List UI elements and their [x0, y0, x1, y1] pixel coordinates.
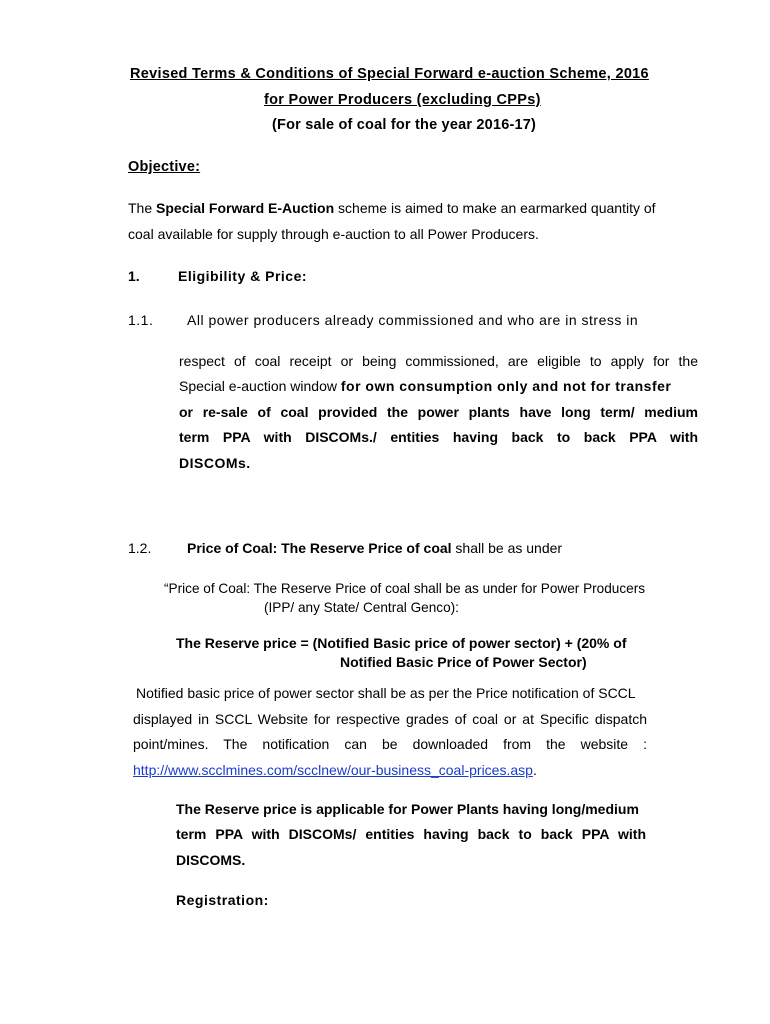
link-period: .	[532, 762, 537, 778]
section-1-1-line-1: All power producers already commissioned and who are in stress in	[187, 312, 639, 328]
price-para-line-1: Notified basic price of power sector shall be as per the Price notification of SCCL	[136, 685, 636, 701]
registration-heading: Registration:	[176, 892, 269, 908]
objective-rest: scheme is aimed to make an earmarked quantity of	[334, 200, 656, 216]
price-quote-line-1: “Price of Coal: The Reserve Price of coal shall be as under for Power Producers	[164, 581, 646, 596]
objective-heading: Objective:	[128, 159, 201, 175]
section-1-1-line-6: DISCOMs.	[179, 455, 251, 471]
section-1-1-line-2: respect of coal receipt or being commissioned, are eligible to apply for the	[179, 353, 698, 369]
formula-line-2: Notified Basic Price of Power Sector)	[340, 654, 587, 670]
section-1-2-rest: shall be as under	[451, 540, 563, 556]
section-1-1-line-3	[179, 378, 671, 394]
objective-line-2: coal available for supply through e-auction to all Power Producers.	[128, 226, 539, 242]
title-line-2: for Power Producers (excluding CPPs)	[264, 92, 541, 108]
title-line-3: (For sale of coal for the year 2016-17)	[272, 117, 537, 133]
price-para-line-2: displayed in SCCL Website for respective grades of coal or at Specific dispatch	[133, 711, 647, 727]
formula-line-1: The Reserve price = (Notified Basic price of power sector) + (20% of	[176, 635, 627, 651]
applicable-line-1: The Reserve price is applicable for Power Plants having long/medium	[176, 801, 639, 817]
section-1-heading: Eligibility & Price:	[178, 268, 308, 284]
objective-prefix: The	[128, 200, 157, 216]
section-1-2-heading	[187, 540, 562, 556]
section-1-number: 1.	[128, 268, 140, 284]
title-line-1: Revised Terms & Conditions of Special Forward e-auction Scheme, 2016	[130, 66, 649, 82]
objective-bold-term: Special Forward E-Auction	[156, 200, 335, 216]
price-para-line-3: point/mines. The notification can be downloaded from the website :	[133, 736, 647, 752]
sccl-price-link[interactable]: http://www.scclmines.com/scclnew/our-business_coal-prices.asp	[133, 762, 533, 778]
section-1-1-line-4: or re-sale of coal provided the power plants have long term/ medium	[179, 404, 698, 420]
price-quote-line-2: (IPP/ any State/ Central Genco):	[264, 600, 459, 615]
section-1-2-number: 1.2.	[128, 540, 152, 556]
objective-line-1	[128, 200, 656, 216]
section-1-2-bold: Price of Coal: The Reserve Price of coal	[187, 540, 452, 556]
section-1-1-line-3-bold: for own consumption only and not for transfer	[340, 378, 672, 394]
section-1-1-number: 1.1.	[128, 312, 154, 328]
price-link-line	[133, 762, 537, 778]
applicable-line-2: term PPA with DISCOMs/ entities having back to back PPA with	[176, 826, 646, 842]
section-1-1-line-3-plain: Special e-auction window	[179, 378, 341, 394]
section-1-1-line-5: term PPA with DISCOMs./ entities having back to back PPA with	[179, 429, 698, 445]
applicable-line-3: DISCOMS.	[176, 852, 246, 868]
